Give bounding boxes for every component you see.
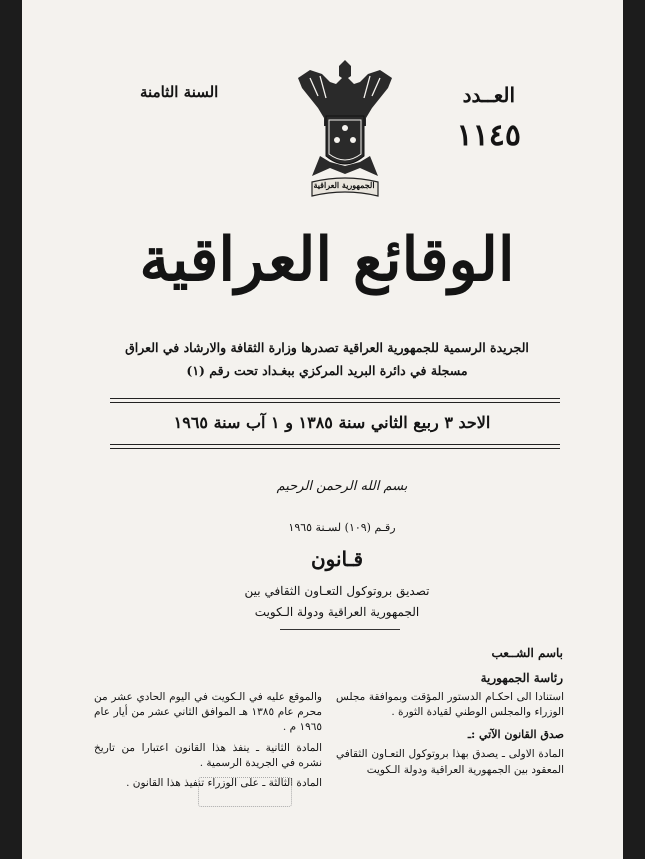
basmala: بسم الله الرحمن الرحيم <box>276 479 408 494</box>
paragraph: استنادا الى احكـام الدستور المؤقت وبموافقة مجلس الوزراء والمجلس الوطني لقيادة الثورة . <box>336 691 564 719</box>
divider <box>110 448 560 449</box>
decree-heading: صدق القانون الآتي :ـ <box>467 728 564 742</box>
law-description-2: الجمهورية العراقية ودولة الـكويت <box>254 605 420 619</box>
paragraph: المادة الاولى ـ يصدق بهذا بروتوكول التعـاون الثقافي المعقود بين الجمهورية العراقية ودولة الـكويت <box>336 748 564 776</box>
law-number: رقـم (١٠٩) لسـنة ١٩٦٥ <box>288 521 396 534</box>
paragraph: والموقع عليه في الـكويت في اليوم الحادي عشر من محرم عام ١٣٨٥ هـ الموافق الثاني عشر من أيار عام ١٩٦٥ م . <box>94 691 322 734</box>
law-description-1: تصديق بروتوكول التعـاون الثقافي بين <box>244 584 430 598</box>
masthead-subtitle-2: مسجلة في دائرة البريد المركزي ببغـداد تحت رقم (١) <box>186 363 468 378</box>
year-label: السنة الثامنة <box>140 83 219 101</box>
right-column <box>336 690 564 778</box>
law-title: قـانون <box>310 547 364 571</box>
paragraph: المادة الثانية ـ ينفذ هذا القانون اعتبارا من تاريخ نشره في الجريدة الرسمية . <box>94 741 322 769</box>
masthead-subtitle-1: الجريدة الرسمية للجمهورية العراقية تصدرها وزارة الثقافة والارشاد في العراق <box>125 340 529 355</box>
issue-label: العــدد <box>462 83 515 107</box>
faded-stamp <box>198 777 292 807</box>
emblem-caption: الجمهورية العراقية <box>313 180 375 190</box>
issue-number: ١١٤٥ <box>456 118 521 153</box>
date-line: الاحد ٣ ربيع الثاني سنة ١٣٨٥ و ١ آب سنة ١٩٦٥ <box>173 413 491 432</box>
body-heading-presidency: رئاسة الجمهورية <box>480 671 563 685</box>
divider <box>110 398 560 399</box>
gazette-page <box>22 0 623 859</box>
ornamental-divider <box>280 629 400 630</box>
masthead-title: الوقائع العراقية <box>139 225 515 295</box>
body-heading-people: باسم الشــعب <box>491 646 563 660</box>
divider <box>110 444 560 445</box>
divider <box>110 402 560 403</box>
paragraph: المادة الثالثة ـ على الوزراء تنفيذ هذا القانون . <box>126 777 322 790</box>
